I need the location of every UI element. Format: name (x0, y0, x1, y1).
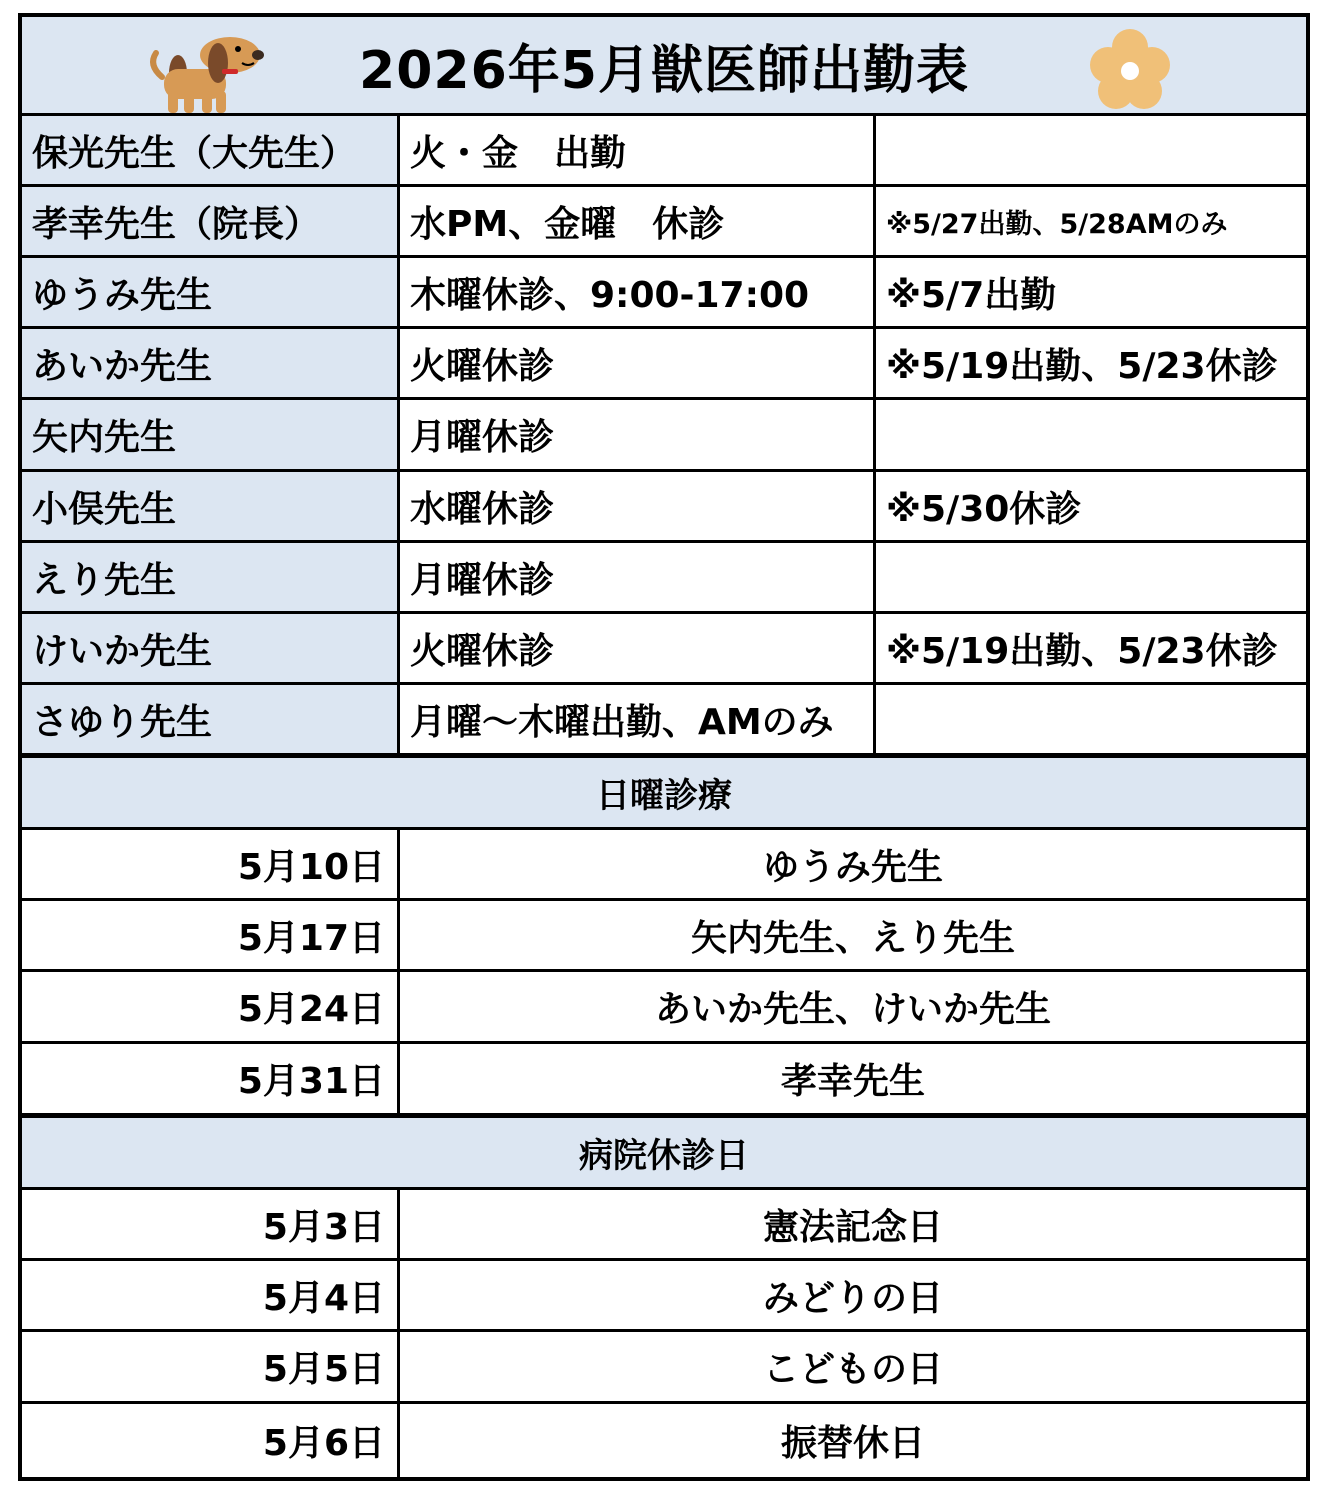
sunday-date: 5月10日 (22, 830, 400, 898)
sunday-row (22, 827, 1306, 898)
staff-row (22, 397, 1306, 469)
staff-row (22, 469, 1306, 540)
title-row (22, 17, 1306, 113)
staff-schedule: 月曜休診 (400, 543, 876, 611)
staff-note (876, 685, 1306, 753)
staff-schedule: 火曜休診 (400, 614, 876, 682)
holiday-name: 振替休日 (780, 1423, 925, 1464)
holiday-date: 5月4日 (22, 1261, 400, 1329)
staff-row (22, 113, 1306, 184)
staff-name: さゆり先生 (22, 685, 400, 753)
holiday-date: 5月6日 (22, 1404, 400, 1477)
staff-name: えり先生 (22, 543, 400, 611)
holiday-date: 5月3日 (22, 1190, 400, 1258)
sunday-row (22, 898, 1306, 969)
holiday-name: 憲法記念日 (762, 1206, 943, 1248)
staff-note (876, 400, 1306, 469)
staff-note: ※5/27出勤、5/28AMのみ (886, 208, 1228, 240)
staff-name: 小俣先生 (22, 472, 400, 540)
staff-note: ※5/30休診 (886, 488, 1082, 530)
sunday-date: 5月24日 (22, 972, 400, 1041)
staff-name: 保光先生（大先生） (22, 116, 400, 184)
staff-name: ゆうみ先生 (22, 258, 400, 326)
staff-schedule: 木曜休診、9:00-17:00 (400, 258, 876, 326)
holiday-row (22, 1401, 1306, 1477)
staff-schedule: 月曜～木曜出勤、AMのみ (400, 685, 876, 753)
staff-note: ※5/7出勤 (886, 274, 1057, 316)
sunday-doctors: あいか先生、けいか先生 (654, 989, 1051, 1030)
sunday-doctors: ゆうみ先生 (762, 846, 943, 888)
staff-name: けいか先生 (22, 614, 400, 682)
staff-name: あいか先生 (22, 329, 400, 397)
staff-row (22, 326, 1306, 397)
sunday-date: 5月31日 (22, 1044, 400, 1113)
staff-schedule: 火・金 出勤 (400, 116, 876, 184)
page-title: 2026年5月獣医師出勤表 (359, 40, 969, 101)
holiday-row (22, 1329, 1306, 1401)
sunday-date: 5月17日 (22, 901, 400, 969)
sunday-doctors: 矢内先生、えり先生 (690, 917, 1015, 959)
staff-row (22, 184, 1306, 255)
sunday-row (22, 1041, 1306, 1113)
flower-icon (1084, 27, 1176, 115)
staff-row (22, 255, 1306, 326)
staff-row (22, 611, 1306, 682)
staff-note: ※5/19出勤、5/23休診 (886, 630, 1278, 672)
dog-illustration (138, 25, 268, 115)
staff-schedule: 火曜休診 (400, 329, 876, 397)
staff-schedule: 水PM、金曜 休診 (400, 187, 876, 255)
staff-row (22, 540, 1306, 611)
holiday-name: こどもの日 (762, 1349, 943, 1390)
staff-note: ※5/19出勤、5/23休診 (886, 345, 1278, 387)
staff-schedule: 月曜休診 (400, 400, 876, 469)
staff-note (876, 116, 1306, 184)
holiday-row (22, 1187, 1306, 1258)
staff-schedule: 水曜休診 (400, 472, 876, 540)
schedule-table (18, 13, 1310, 1481)
holiday-date: 5月5日 (22, 1332, 400, 1401)
holiday-name: みどりの日 (762, 1277, 943, 1319)
sunday-heading: 日曜診療 (22, 753, 1306, 827)
sunday-doctors: 孝幸先生 (780, 1061, 925, 1102)
staff-note (876, 543, 1306, 611)
sunday-row (22, 969, 1306, 1041)
staff-name: 孝幸先生（院長） (22, 187, 400, 255)
holiday-row (22, 1258, 1306, 1329)
staff-name: 矢内先生 (22, 400, 400, 469)
staff-row (22, 682, 1306, 753)
holiday-heading: 病院休診日 (22, 1113, 1306, 1187)
